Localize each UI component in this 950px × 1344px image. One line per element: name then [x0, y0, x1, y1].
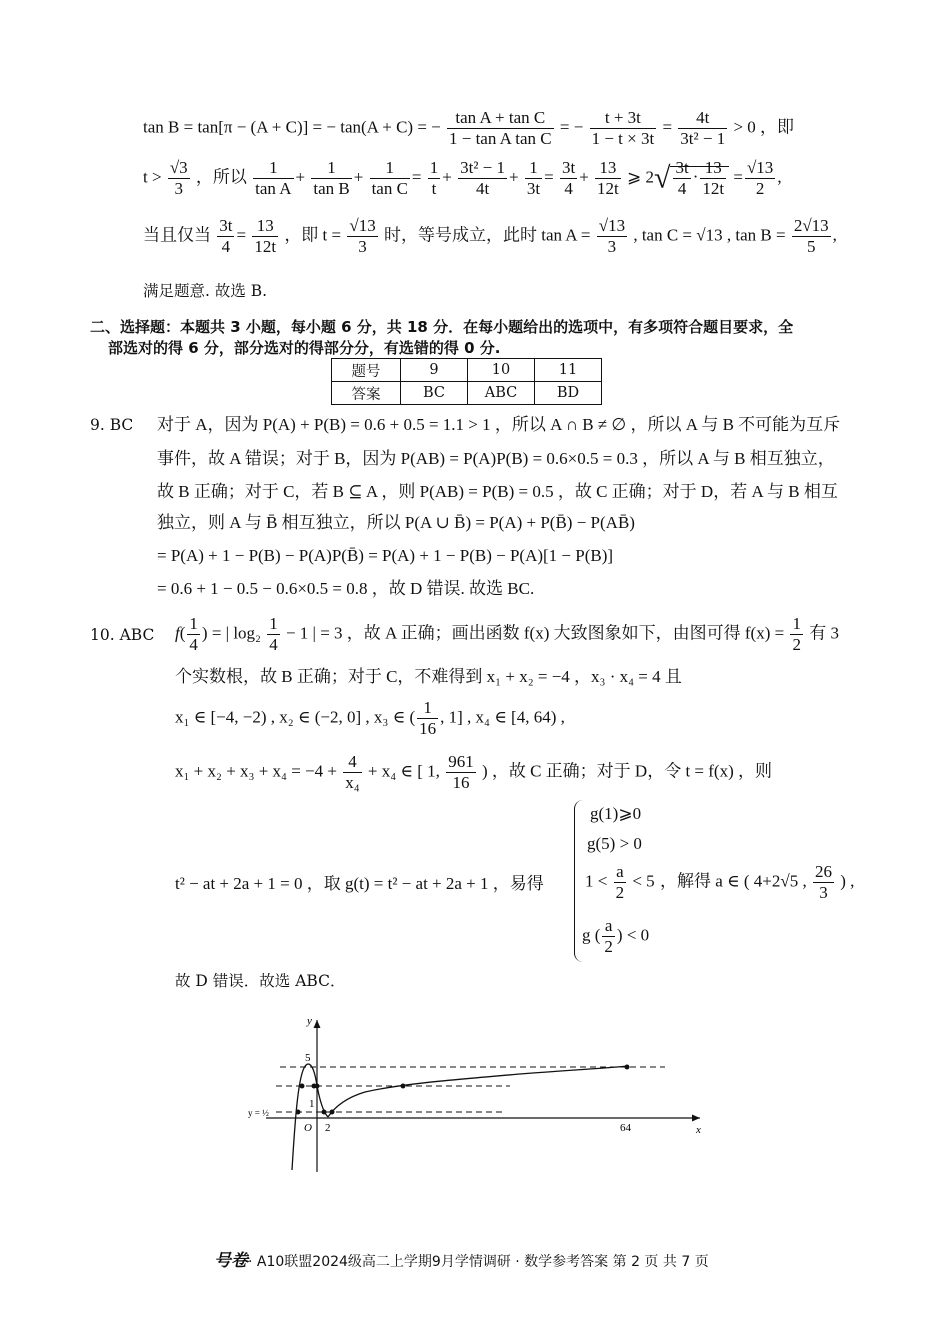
text: ，所以 — [195, 167, 247, 187]
intersection-point — [322, 1110, 327, 1115]
intersection-point — [296, 1110, 301, 1115]
fraction: $\frac{13}{12t}$ — [597, 158, 619, 198]
q9-line-5: = P(A) + 1 − P(B) − P(A)P(B̄) = P(A) + 1 − P(B) − P(A)[1 − P(B)] — [157, 546, 614, 565]
intersection-point — [401, 1084, 406, 1089]
fraction: $\frac{4}{\text{x₄}}$ — [345, 752, 360, 792]
fraction: $\frac{1}{t}$ — [429, 158, 439, 198]
text: ⩾ 2 — [627, 167, 655, 187]
system-eq-2: g(5) > 0 — [587, 834, 642, 853]
fraction: $\frac{1}{4}$ — [189, 614, 198, 654]
fraction: $\frac{1}{16}$ — [419, 698, 437, 738]
text: ，即 t = — [284, 225, 342, 245]
table-cell: 题号 — [332, 359, 401, 382]
text: , tan C = √13 , tan B = — [633, 225, 786, 245]
q9-line-2: 事件，故 A 错误；对于 B，因为 P(AB) = P(A)P(B) = 0.6×0.5 = 0.3 ，所以 A 与 B 相互独立， — [157, 449, 835, 468]
section-header-line-1: 二、选择题：本题共 3 小题，每小题 6 分，共 18 分．在每小题给出的选项中，有多项符合题目要求，全 — [90, 318, 794, 336]
table-cell: 11 — [535, 359, 602, 382]
text: = − — [559, 117, 584, 137]
text: , 1] , x₄ ∈ [4, 64) , — [440, 707, 565, 727]
fraction: $\frac{1}{\text{tan B}}$ — [313, 158, 350, 198]
table-cell: 10 — [468, 359, 535, 382]
q10-line-5b — [660, 862, 854, 903]
tick-label-5: 5 — [305, 1052, 311, 1064]
text: x₁ ∈ [−4, −2) , x₂ ∈ (−2, 0] , x₃ ∈ ( — [175, 707, 416, 727]
table-cell: ABC — [468, 382, 535, 405]
fraction: $\frac{√3}{3}$ — [169, 158, 188, 198]
line-label-half: y = ½ — [248, 1108, 269, 1118]
intersection-point — [625, 1065, 630, 1070]
page-footer — [214, 1246, 709, 1271]
footer-text: · A10联盟2024级高二上学期9月学情调研 · 数学参考答案 第 2 页 共 7 页 — [248, 1254, 709, 1270]
x-axis-arrow-icon — [692, 1115, 700, 1122]
sqrt-radicand: $\frac{3t}{4}$ · $\frac{13}{12t}$ — [670, 166, 729, 186]
system-eq-1: g(1)⩾0 — [590, 804, 642, 823]
fraction: $\frac{3t}{4}$ — [561, 158, 576, 198]
fraction: $\frac{13}{12t}$ — [254, 216, 277, 256]
fraction: $\frac{26}{3}$ — [814, 862, 832, 902]
text: x₁ + x₂ + x₃ + x₄ = −4 + — [175, 761, 337, 781]
table-cell: 9 — [401, 359, 468, 382]
y-axis-arrow-icon — [314, 1020, 321, 1028]
intersection-point — [300, 1084, 305, 1089]
system-eq-3: 1 < $\frac{a}{2}$ < 5 — [585, 862, 655, 902]
q10-line-2: 个实数根，故 B 正确；对于 C，不难得到 x₁ + x₂ = −4 ，x₃ · x₄ = 4 且 — [175, 667, 682, 686]
tick-label-1: 1 — [309, 1098, 315, 1110]
fraction: $\frac{1}{2}$ — [792, 614, 801, 654]
function-curve-right — [328, 1066, 628, 1117]
fraction: $\frac{t + 3t}{1 - t \times 3t}$ — [591, 108, 655, 148]
fraction: $\frac{√13}{3}$ — [349, 216, 376, 256]
text: t > — [143, 167, 162, 187]
q9-line-6: = 0.6 + 1 − 0.5 − 0.6×0.5 = 0.8 ，故 D 错误. 故选 BC. — [157, 579, 535, 598]
table-cell: 答案 — [332, 382, 401, 405]
intro-line-1 — [143, 108, 794, 149]
text: tan B = tan[π − (A + C)] = − tan(A + C) = − — [143, 117, 441, 137]
function-curve-left — [292, 1064, 328, 1170]
q10-line-3 — [175, 698, 565, 739]
q10-line-1: f( $\frac{1}{4}$ ) = | log₂ $\frac{1}{4}$ − 1 | = 3 ，故 A 正确；画出函数 f(x) 大致图象如下，由图可得 f(x) = $\frac{1}{2}$ 有 3 — [175, 614, 839, 654]
fraction: $\frac{2√13}{5}$ — [793, 216, 829, 256]
fraction: $\frac{1}{\text{tan A}}$ — [255, 158, 292, 198]
system-eq-4: g ( $\frac{a}{2}$ ) < 0 — [582, 916, 650, 956]
answer-table — [331, 358, 602, 405]
q10-conclusion: 故 D 错误．故选 ABC． — [175, 972, 346, 990]
text: 当且仅当 — [143, 225, 211, 245]
tick-label-2: 2 — [325, 1122, 331, 1134]
brand-logo: 号卷 — [214, 1251, 248, 1271]
intro-conclusion: 满足题意. 故选 B. — [143, 282, 268, 300]
fraction: $\frac{\text{tan A + tan C}}{\text{1 − tan A tan C}}$ — [449, 108, 552, 148]
origin-label: O — [304, 1122, 312, 1134]
q9-line-3: 故 B 正确；对于 C，若 B ⊆ A ，则 P(AB) = P(B) = 0.5 ，故 C 正确；对于 D，若 A 与 B 相互 — [157, 482, 838, 501]
fraction: $\frac{1}{3t}$ — [526, 158, 541, 198]
fraction: $\frac{1}{4}$ — [269, 614, 278, 654]
text: = | log₂ — [211, 623, 261, 643]
q9-label: 9. BC — [90, 416, 134, 434]
text: ，解得 a ∈ ( 4+2√5 , — [660, 871, 807, 891]
q10-label: 10. ABC — [90, 626, 155, 644]
q9-line-4: 独立，则 A 与 B̄ 相互独立，所以 P(A ∪ B̄) = P(A) + P(B̄) − P(AB̄) — [157, 513, 635, 532]
q9-line-1: 对于 A，因为 P(A) + P(B) = 0.6 + 0.5 = 1.1 > 1 ，所以 A ∩ B ≠ ∅ ，所以 A 与 B 不可能为互斥 — [157, 415, 841, 434]
y-axis-label: y — [307, 1015, 312, 1027]
table-row — [332, 359, 602, 382]
table-cell: BD — [535, 382, 602, 405]
intro-line-2: t > $\frac{√3}{3}$ ，所以 $\frac{1}{\text{tan A}}$ + $\frac{1}{\text{tan B}}$ + $\frac{1}{\text{tan C}}$ = $\frac{1}{t}$ + $\frac{\text{3t² − 1}}{4t}$ + $\frac{1}{3t}$ = $\frac{3t}{4}$ + $\frac{13}{12t}$ ⩾ 2√ $\frac{3t}{4}$ · $\frac{13}{12t}$ = $\frac{√13}{2}$ , — [143, 158, 782, 198]
function-graph — [240, 1005, 720, 1175]
fraction: $\frac{1}{\text{tan C}}$ — [371, 158, 408, 198]
text: > 0 ，即 — [733, 117, 795, 137]
fraction: $\frac{961}{16}$ — [448, 752, 474, 792]
text: ) , — [840, 871, 855, 891]
tick-label-64: 64 — [620, 1122, 631, 1134]
q10-line-5a: t² − at + 2a + 1 = 0 ，取 g(t) = t² − at + 2a + 1 ，易得 — [175, 874, 544, 893]
intro-line-3: 当且仅当 $\frac{3t}{4}$ = $\frac{13}{12t}$ ，即 t = $\frac{√13}{3}$ 时，等号成立，此时 tan A = $\frac{√13}{3}$ , tan C = √13 , tan B = $\frac{2√13}{5}$ , — [143, 216, 837, 256]
table-cell: BC — [401, 382, 468, 405]
text: − 1 | = 3 ，故 A 正确；画出函数 f(x) 大致图象如下，由图可得 f(x) = — [285, 623, 785, 643]
q10-line-4 — [175, 752, 772, 793]
text: = — [662, 117, 673, 137]
fraction: $\frac{√13}{3}$ — [598, 216, 626, 256]
fraction: $\frac{4t}{\text{3t² − 1}}$ — [680, 108, 726, 148]
text: 时，等号成立，此时 tan A = — [383, 225, 591, 245]
fraction: $\frac{\text{3t² − 1}}{4t}$ — [460, 158, 506, 198]
x-axis-label: x — [696, 1124, 701, 1136]
text: + x₄ ∈ [ 1, — [367, 761, 440, 781]
text: ) ，故 C 正确；对于 D，令 t = f(x) ，则 — [481, 761, 773, 781]
text: 有 3 — [809, 623, 839, 643]
intersection-point — [315, 1084, 320, 1089]
section-header-line-2: 部选对的得 6 分，部分选对的得部分分，有选错的得 0 分. — [108, 339, 501, 357]
intersection-point — [330, 1110, 335, 1115]
fraction: $\frac{√13}{2}$ — [746, 158, 774, 198]
fraction: $\frac{3t}{4}$ — [219, 216, 233, 256]
table-row — [332, 382, 602, 405]
